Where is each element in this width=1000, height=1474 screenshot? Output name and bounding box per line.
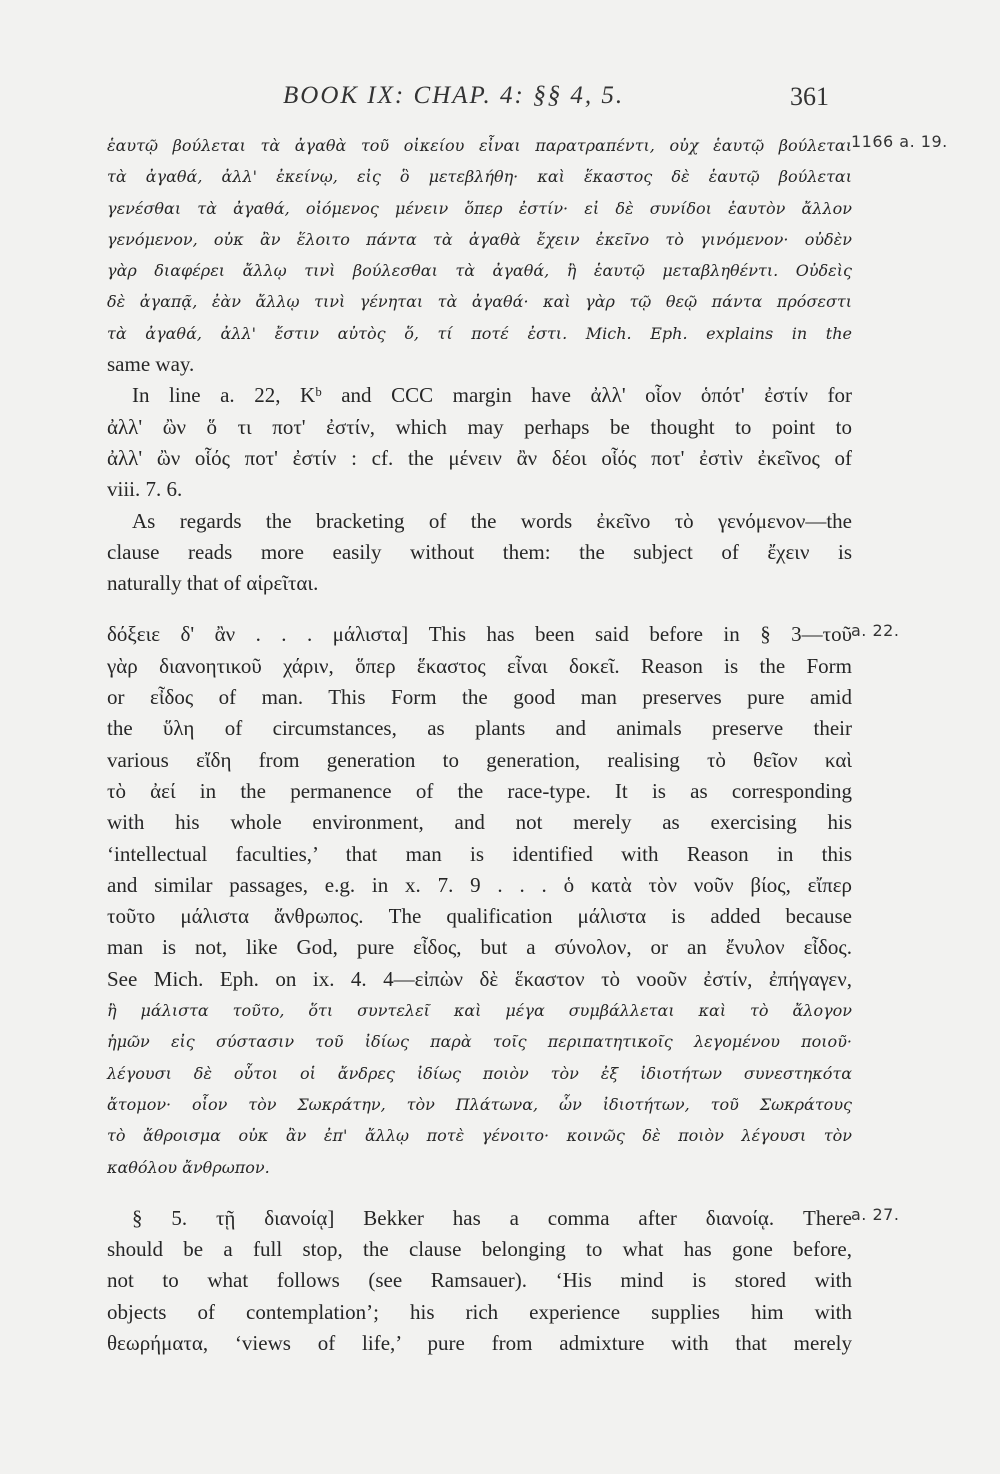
- text-line: θεωρήματα, ‘views of life,’ pure from admixture with that merely: [107, 1330, 852, 1355]
- paragraph-gap: [107, 599, 852, 619]
- text-line: δόξειε δ' ἂν . . . μάλιστα] This has been said before in § 3—τοῦ: [107, 622, 852, 647]
- running-head: BOOK IX: CHAP. 4: §§ 4, 5.: [283, 82, 625, 109]
- commentary-note-section-5: [107, 1203, 900, 1359]
- text-line: ἡμῶν εἰς σύστασιν τοῦ ἰδίως παρὰ τοῖς περιπατητικοῖς λεγομένου ποιοῦ·: [107, 1032, 852, 1052]
- text-line: viii. 7. 6.: [107, 477, 183, 502]
- text-line: In line a. 22, Kᵇ and CCC margin have ἀλλ' οἷον ὁπότ' ἐστίν for: [132, 383, 852, 408]
- text-line: λέγουσι δὲ οὗτοι οἱ ἄνδρες ἰδίως ποιὸν τὸν ἐξ ἰδιοτήτων συνεστηκότα: [107, 1063, 852, 1083]
- margin-reference: a. 22.: [851, 621, 900, 641]
- text-line: objects of contemplation’; his rich experience supplies him with: [107, 1299, 852, 1324]
- greek-quotation-paragraph: [107, 130, 948, 380]
- text-line: ἑαυτῷ βούλεται τὰ ἀγαθὰ τοῦ οἰκείου εἶναι παρατραπέντι, οὐχ ἑαυτῷ βούλεται: [107, 136, 852, 155]
- page-number: 361: [790, 82, 829, 111]
- text-line: various εἴδη from generation to generation, realising τὸ θεῖον καὶ: [107, 747, 852, 772]
- text-line: τὰ ἀγαθά, ἀλλ' ἐκείνῳ, εἰς ὃ μετεβλήθη· καὶ ἕκαστος δὲ ἑαυτῷ βούλεται: [107, 167, 852, 187]
- text-line: should be a full stop, the clause belonging to what has gone before,: [107, 1237, 852, 1262]
- text-line: or εἶδος of man. This Form the good man preserves pure amid: [107, 685, 852, 710]
- page-body: [107, 130, 948, 1359]
- text-line: naturally that of αἱρεῖται.: [107, 571, 319, 596]
- page-header: [0, 82, 1000, 122]
- text-line: ‘intellectual faculties,’ that man is identified with Reason in this: [107, 841, 852, 866]
- margin-reference: a. 27.: [851, 1204, 900, 1224]
- text-line: ἢ μάλιστα τοῦτο, ὅτι συντελεῖ καὶ μέγα συμβάλλεται καὶ τὸ ἄλογον: [107, 1001, 852, 1021]
- text-line: same way.: [107, 352, 195, 377]
- text-line: clause reads more easily without them: the subject of ἔχειν is: [107, 539, 852, 564]
- text-line: δὲ ἀγαπᾷ, ἐὰν ἄλλῳ τινὶ γένηται τὰ ἀγαθά· καὶ γὰρ τῷ θεῷ πάντα πρόσεστι: [107, 292, 852, 312]
- text-line: γὰρ διαφέρει ἄλλῳ τινὶ βούλεσθαι τὰ ἀγαθά, ἢ ἑαυτῷ μεταβληθέντι. Οὐδεὶς: [107, 261, 852, 281]
- text-line: τοῦτο μάλιστα ἄνθρωπος. The qualification μάλιστα is added because: [107, 904, 852, 929]
- text-line: γενέσθαι τὰ ἀγαθά, οἰόμενος μένειν ὅπερ ἐστίν· εἰ δὲ συνίδοι ἑαυτὸν ἄλλον: [107, 198, 852, 218]
- text-line: ἄτομον· οἷον τὸν Σωκράτην, τὸν Πλάτωνα, ὧν ἰδιοτήτων, τοῦ Σωκράτους: [107, 1094, 852, 1114]
- text-line: γὰρ διανοητικοῦ χάριν, ὅπερ ἕκαστος εἶναι δοκεῖ. Reason is the Form: [107, 653, 852, 678]
- text-line: See Mich. Eph. on ix. 4. 4—εἰπὼν δὲ ἕκαστον τὸ νοοῦν ἐστίν, ἐπήγαγεν,: [107, 966, 852, 991]
- paragraph-gap: [107, 1183, 852, 1203]
- text-line: § 5. τῇ διανοίᾳ] Bekker has a comma after διανοίᾳ. There: [132, 1205, 852, 1230]
- text-line: ἀλλ' ὢν ὅ τι ποτ' ἐστίν, which may perhaps be thought to point to: [107, 414, 852, 439]
- text-line: ἀλλ' ὢν οἷός ποτ' ἐστίν : cf. the μένειν ἂν δέοι οἷός ποτ' ἐστὶν ἐκεῖνος of: [107, 445, 852, 470]
- margin-reference: 1166 a. 19.: [851, 132, 948, 151]
- commentary-note-doxeie: [107, 619, 900, 1182]
- text-line: not to what follows (see Ramsauer). ‘His mind is stored with: [107, 1268, 852, 1293]
- text-line: καθόλου ἄνθρωπον.: [107, 1157, 270, 1177]
- text-line: As regards the bracketing of the words ἐκεῖνο τὸ γενόμενον—the: [132, 508, 852, 533]
- text-line: τὸ ἀεί in the permanence of the race-type. It is as corresponding: [107, 778, 852, 803]
- text-line: τὸ ἄθροισμα οὐκ ἂν ἐπ' ἄλλῳ ποτὲ γένοιτο· κοινῶς δὲ ποιὸν λέγουσι τὸν: [107, 1126, 852, 1146]
- text-line: with his whole environment, and not merely as exercising his: [107, 810, 852, 835]
- text-line: the ὕλη of circumstances, as plants and animals preserve their: [107, 716, 852, 741]
- manuscript-note-paragraph: [107, 380, 852, 505]
- text-line: and similar passages, e.g. in x. 7. 9 . . . ὁ κατὰ τὸν νοῦν βίος, εἴπερ: [107, 872, 852, 897]
- text-line: man is not, like God, pure εἶδος, but a σύνολον, or an ἔνυλον εἶδος.: [107, 935, 852, 960]
- text-line: γενόμενον, οὐκ ἂν ἕλοιτο πάντα τὰ ἀγαθὰ ἔχειν ἐκεῖνο τὸ γινόμενον· οὐδὲν: [107, 229, 852, 249]
- bracketing-note-paragraph: [107, 506, 852, 600]
- text-line: τὰ ἀγαθά, ἀλλ' ἔστιν αὐτὸς ὅ, τί ποτέ ἐστι. Mich. Eph. explains in the: [107, 323, 852, 343]
